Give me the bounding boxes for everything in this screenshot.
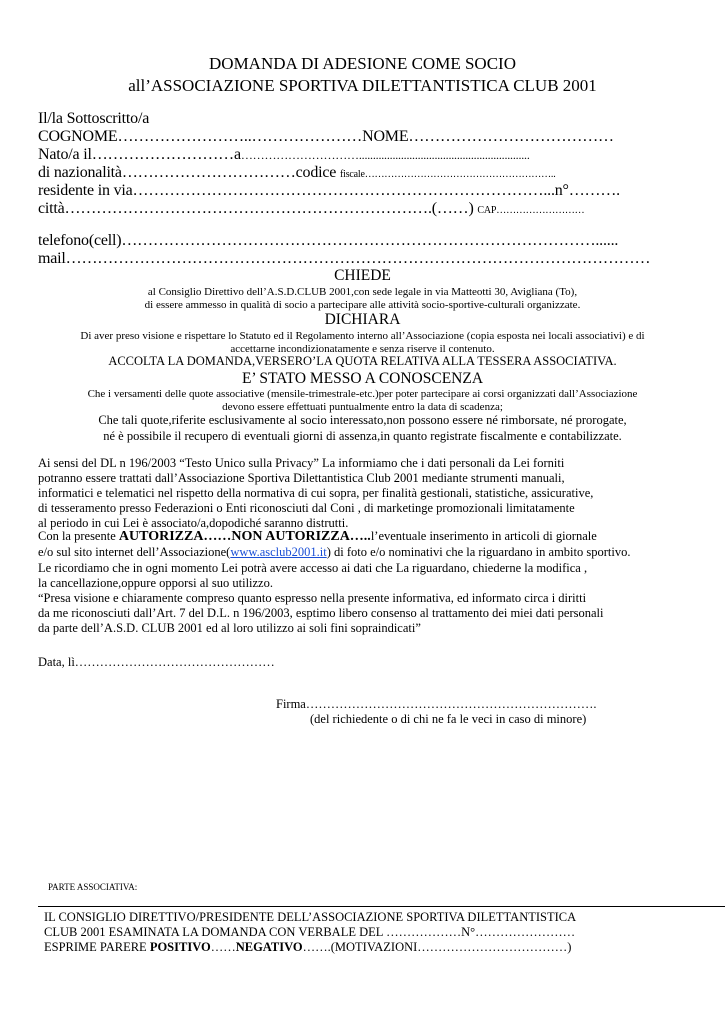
dichiara-line-3: ACCOLTA LA DOMANDA,VERSERO’LA QUOTA RELATIVA ALLA TESSERA ASSOCIATIVA. [108, 354, 617, 368]
nationality-label: di nazionalità……………………………codice [38, 164, 337, 181]
subscriber-label: Il/la Sottoscritto/a [38, 110, 150, 127]
city-label: città…………………………………………………………….(……) [38, 200, 474, 217]
privacy-line-9: la cancellazione,oppure opporsi al suo utilizzo. [38, 576, 273, 590]
positive-option[interactable]: POSITIVO [149, 940, 211, 954]
authorization-line [38, 529, 597, 545]
birth-place-dots: …………………………............................................................. [240, 148, 530, 162]
authorization-pre: Con la presente [38, 529, 119, 543]
conoscenza-line-3: Che tali quote,riferite esclusivamente al socio interessato,non possono essere né rimborsate, né prorogate, [98, 413, 627, 427]
privacy-line-4: di tesseramento presso Federazioni o Enti riconosciuti dal Coni , di marketinge promozionali limitatamente [38, 501, 575, 515]
conoscenza-line-2: devono essere effettuati puntualmente entro la data di scadenza; [222, 401, 503, 413]
opinion-mid: …… [210, 940, 236, 954]
signature-note: (del richiedente o di chi ne fa le veci in caso di minore) [310, 712, 587, 726]
website-pre: e/o sul sito internet dell’Associazione( [38, 545, 231, 559]
opinion-pre: ESPRIME PARERE [44, 940, 150, 954]
opinion-post: …….(MOTIVAZIONI………………………………) [302, 940, 572, 954]
privacy-line-8: Le ricordiamo che in ogni momento Lei potrà avere accesso ai dati che La riguardano, chiederne la modifica , [38, 561, 588, 575]
privacy-line-2: potranno essere trattati dall’Associazione Sportiva Dilettantistica Club 2001 mediante strumenti manuali, [38, 471, 565, 485]
cap-label: CAP……………………… [477, 205, 585, 216]
surname-name-field[interactable]: COGNOME……………………..…………………NOME………………………………… [38, 128, 614, 145]
dichiara-line-1: Di aver preso visione e rispettare lo Statuto ed il Regolamento interno all’Associazione (copia esposta nei locali associativi) e di [80, 330, 645, 342]
city-field[interactable] [38, 200, 584, 218]
chiede-line-1: al Consiglio Direttivo dell’A.S.D.CLUB 2001,con sede legale in via Matteotti 30, Avigliana (To), [147, 286, 578, 298]
privacy-line-5: al periodo in cui Lei è associato/a,dopodiché saranno distrutti. [38, 516, 349, 530]
dichiara-heading: DICHIARA [324, 311, 401, 328]
footer-divider [38, 906, 725, 907]
birth-field[interactable] [38, 146, 530, 164]
council-line-2: CLUB 2001 ESAMINATA LA DOMANDA CON VERBALE DEL ………………N°…………………… [44, 925, 576, 939]
conoscenza-line-1: Che i versamenti delle quote associative (mensile-trimestrale-etc.)per poter partecipare ai corsi organizzati dall’Associazione [87, 388, 638, 400]
nationality-field[interactable] [38, 164, 556, 182]
date-field[interactable]: Data, lì………………………………………… [38, 655, 275, 669]
privacy-line-11: da me riconosciuti dall’Art. 7 del D.L. n 196/2003, esptimo libero consenso al trattamento dei miei dati personali [38, 606, 604, 620]
chiede-heading: CHIEDE [334, 267, 391, 284]
website-post: ) di foto e/o nominativi che la riguardano in ambito sportivo. [326, 545, 631, 559]
signature-field[interactable]: Firma……………………………………………………………. [276, 697, 597, 711]
authorize-choice[interactable]: AUTORIZZA……NON AUTORIZZA….. [118, 529, 371, 544]
association-part-label: PARTE ASSOCIATIVA: [48, 882, 138, 892]
conoscenza-heading: E’ STATO MESSO A CONOSCENZA [241, 370, 484, 387]
council-line-1: IL CONSIGLIO DIRETTIVO/PRESIDENTE DELL’ASSOCIAZIONE SPORTIVA DILETTANTISTICA [44, 910, 577, 924]
privacy-line-1: Ai sensi del DL n 196/2003 “Testo Unico sulla Privacy” La informiamo che i dati personali da Lei forniti [38, 456, 565, 470]
fiscal-code-label: fiscale………………………………………………….. [340, 169, 556, 180]
council-line-3 [44, 940, 571, 955]
authorization-post: l’eventuale inserimento in articoli di giornale [370, 529, 597, 543]
conoscenza-line-4: né è possibile il recupero di eventuali giorni di assenza,in quanto registrate fiscalmente e contabilizzate. [103, 429, 622, 443]
privacy-line-3: informatici e telematici nel rispetto della normativa di cui sopra, per finalità gestionali, statistiche, assicurative, [38, 486, 594, 500]
negative-option[interactable]: NEGATIVO [235, 940, 303, 954]
birth-date-label: Nato/a il………………………a [38, 146, 241, 163]
website-line [38, 545, 630, 560]
street-field[interactable]: residente in via……………………………………………………………………...n°………. [38, 182, 620, 199]
document-subtitle: all’ASSOCIAZIONE SPORTIVA DILETTANTISTICA CLUB 2001 [128, 76, 597, 95]
privacy-line-12: da parte dell’A.S.D. CLUB 2001 ed al loro utilizzo ai soli fini sopraindicati” [38, 621, 421, 635]
chiede-line-2: di essere ammesso in qualità di socio a partecipare alle attività socio-sportive-culturali organizzate. [144, 299, 581, 311]
phone-field[interactable]: telefono(cell)………………………………………………………………………………...... [38, 232, 619, 249]
dichiara-line-2: accettarne incondizionatamente e senza riserve il contenuto. [230, 343, 495, 355]
privacy-line-10: “Presa visione e chiaramente compreso quanto espresso nella presente informativa, ed informato circa i diritti [38, 591, 587, 605]
mail-field[interactable]: mail………………………………………………………………………………………………… [38, 250, 651, 267]
website-link[interactable]: www.asclub2001.it [230, 545, 327, 559]
document-title: DOMANDA DI ADESIONE COME SOCIO [209, 54, 516, 73]
